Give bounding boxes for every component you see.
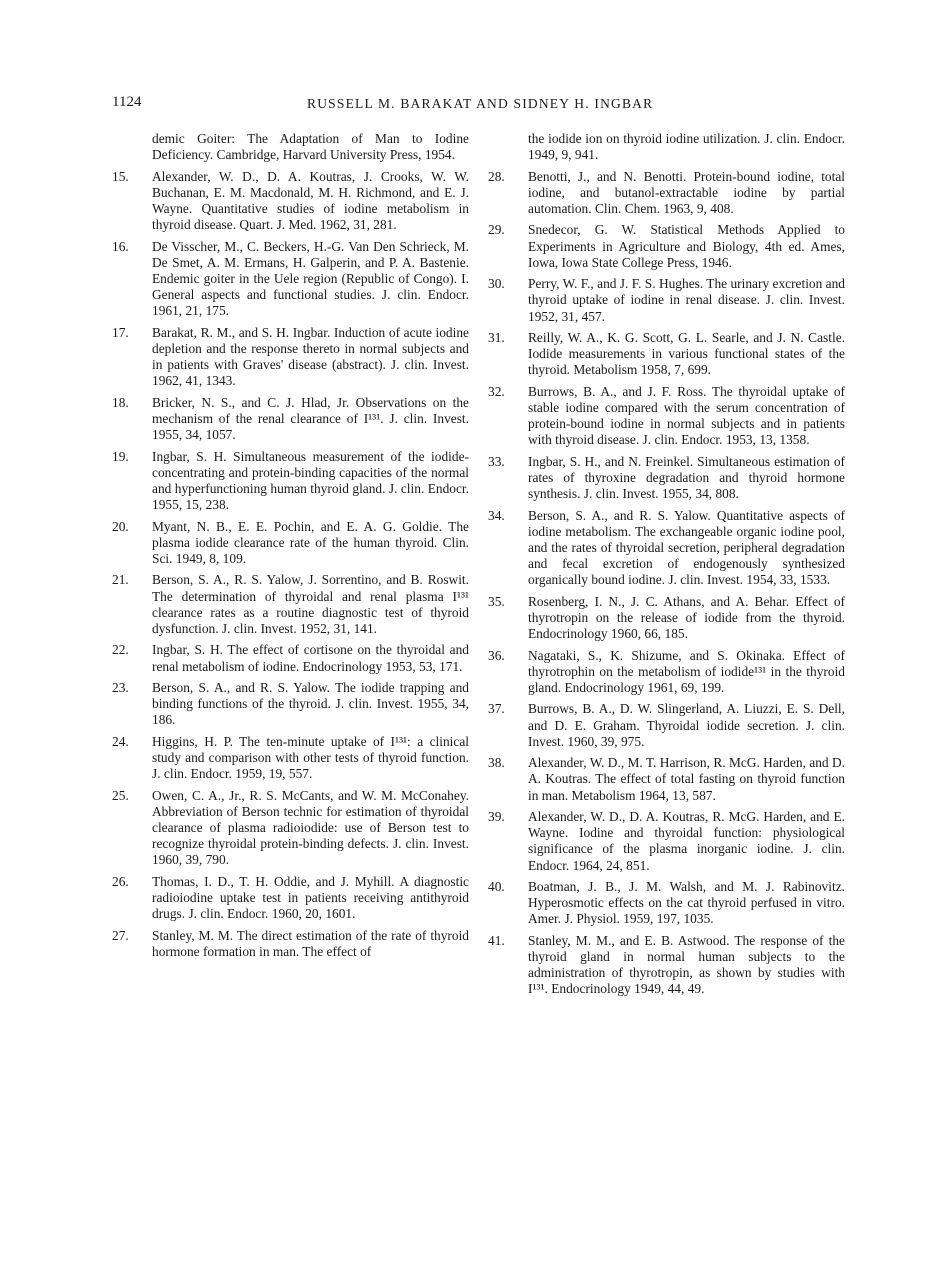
reference-text: Burrows, B. A., and J. F. Ross. The thyroidal uptake of stable iodine compared with the serum concentration of protein-bound iodine in normal subjects and in patients with thyroid disease. J. clin. Endocr. 1953, 13, 1358. (528, 383, 845, 448)
reference-text: Owen, C. A., Jr., R. S. McCants, and W. M. McConahey. Abbreviation of Berson technic for estimation of thyroidal clearance of plasma radioiodide: use of Berson test to recognize thyroidal protein-binding defects. J. clin. Invest. 1960, 39, 790. (152, 787, 469, 868)
reference-text: Berson, S. A., and R. S. Yalow. The iodide trapping and binding functions of the thyroid. J. clin. Invest. 1955, 34, 186. (152, 679, 469, 728)
reference-item (510, 131, 845, 163)
reference-item (488, 453, 845, 503)
reference-text: Ingbar, S. H. The effect of cortisone on the thyroidal and renal metabolism of iodine. Endocrinology 1953, 53, 171. (152, 642, 469, 674)
reference-item (112, 518, 469, 568)
reference-number: 19. (112, 448, 129, 464)
reference-text: Boatman, J. B., J. M. Walsh, and M. J. Rabinovitz. Hyperosmotic effects on the cat thyroid perfused in vitro. Amer. J. Physiol. 1959, 197, 1035. (528, 878, 845, 927)
reference-number: 24. (112, 733, 129, 749)
reference-text: Higgins, H. P. The ten-minute uptake of I¹³¹: a clinical study and comparison with other tests of thyroid function. J. clin. Endocr. 1959, 19, 557. (152, 733, 469, 782)
reference-text: De Visscher, M., C. Beckers, H.-G. Van Den Schrieck, M. De Smet, A. M. Ermans, H. Galperin, and P. A. Bastenie. Endemic goiter in the Uele region (Republic of Congo). I. General aspects and functional studies. J. clin. Endocr. 1961, 21, 175. (152, 238, 469, 319)
reference-text: Stanley, M. M., and E. B. Astwood. The response of the thyroid gland in normal human subjects to the administration of thyrotropin, as shown by studies with I¹³¹. Endocrinology 1949, 44, 49. (528, 932, 845, 997)
reference-number: 29. (488, 222, 505, 238)
reference-number: 33. (488, 453, 505, 469)
reference-text: Benotti, J., and N. Benotti. Protein-bound iodine, total iodine, and butanol-extractable iodine by partial automation. Clin. Chem. 1963, 9, 408. (528, 168, 845, 216)
reference-text: Berson, S. A., and R. S. Yalow. Quantitative aspects of iodine metabolism. The exchangeable organic iodine pool, and the rates of thyroidal secretion, peripheral degradation and fecal excretion of endogenously synthesized organically bound iodine. J. clin. Invest. 1954, 33, 1533. (528, 507, 845, 588)
reference-item (134, 131, 469, 163)
reference-number: 40. (488, 878, 505, 894)
right-reference-column (488, 131, 845, 1003)
reference-text: Snedecor, G. W. Statistical Methods Applied to Experiments in Agriculture and Biology, 4th ed. Ames, Iowa, Iowa State College Press, 1946. (528, 222, 845, 270)
reference-item (112, 733, 469, 783)
reference-number: 41. (488, 932, 505, 948)
page-number: 1124 (112, 94, 142, 110)
reference-text: Alexander, W. D., M. T. Harrison, R. McG. Harden, and D. A. Koutras. The effect of total fasting on thyroid function in man. Metabolism 1964, 13, 587. (528, 755, 845, 803)
reference-number: 37. (488, 701, 505, 717)
reference-item (112, 927, 469, 960)
reference-item (112, 642, 469, 674)
reference-number: 27. (112, 927, 129, 943)
reference-item (112, 873, 469, 923)
reference-number: 34. (488, 507, 505, 523)
reference-text: Alexander, W. D., D. A. Koutras, J. Crooks, W. W. Buchanan, E. M. Macdonald, M. H. Richmond, and E. J. Wayne. Quantitative studies of iodine metabolism in thyroid disease. Quart. J. Med. 1962, 31, 281. (152, 168, 469, 233)
reference-item (488, 593, 845, 643)
reference-text: Burrows, B. A., D. W. Slingerland, A. Liuzzi, E. S. Dell, and D. E. Graham. Thyroidal iodide secretion. J. clin. Invest. 1960, 39, 975. (528, 701, 845, 749)
reference-item (488, 808, 845, 874)
reference-text: Barakat, R. M., and S. H. Ingbar. Induction of acute iodine depletion and the response thereto in normal subjects and in patients with Graves' disease (abstract). J. clin. Invest. 1962, 41, 1343. (152, 324, 469, 389)
reference-text: Ingbar, S. H. Simultaneous measurement of the iodide-concentrating and protein-binding capacities of the normal and hyperfunctioning human thyroid gland. J. clin. Endocr. 1955, 15, 238. (152, 448, 469, 513)
reference-text: Thomas, I. D., T. H. Oddie, and J. Myhill. A diagnostic radioiodine uptake test in patients receiving antithyroid drugs. J. clin. Endocr. 1960, 20, 1601. (152, 873, 469, 922)
reference-number: 18. (112, 394, 129, 410)
reference-text: Alexander, W. D., D. A. Koutras, R. McG. Harden, and E. Wayne. Iodine and thyroidal function: physiological significance of the plasma inorganic iodine. J. clin. Endocr. 1964, 24, 851. (528, 808, 845, 873)
reference-number: 39. (488, 808, 505, 824)
reference-number: 22. (112, 642, 129, 658)
reference-number: 21. (112, 572, 129, 588)
reference-text: Nagataki, S., K. Shizume, and S. Okinaka. Effect of thyrotrophin on the metabolism of iodide¹³¹ in the thyroid gland. Endocrinology 1961, 69, 199. (528, 647, 845, 695)
reference-text: demic Goiter: The Adaptation of Man to Iodine Deficiency. Cambridge, Harvard University Press, 1954. (152, 131, 469, 163)
reference-number: 23. (112, 679, 129, 695)
reference-item (112, 168, 469, 234)
reference-item (488, 878, 845, 928)
reference-text: Ingbar, S. H., and N. Freinkel. Simultaneous estimation of rates of thyroxine degradation and thyroid hormone synthesis. J. clin. Invest. 1955, 34, 808. (528, 453, 845, 502)
reference-item (112, 238, 469, 320)
reference-text: Reilly, W. A., K. G. Scott, G. L. Searle, and J. N. Castle. Iodide measurements in various functional states of the thyroid. Metabolism 1958, 7, 699. (528, 329, 845, 378)
reference-item (112, 324, 469, 390)
reference-number: 36. (488, 647, 505, 663)
reference-item (488, 701, 845, 750)
reference-item (112, 394, 469, 444)
reference-number: 28. (488, 168, 505, 184)
reference-item (488, 168, 845, 218)
reference-item (488, 755, 845, 804)
reference-number: 35. (488, 593, 505, 609)
reference-item (488, 329, 845, 379)
reference-item (112, 572, 469, 637)
left-reference-column (112, 131, 469, 965)
reference-item (112, 787, 469, 869)
running-head: RUSSELL M. BARAKAT AND SIDNEY H. INGBAR (307, 96, 654, 111)
reference-item (488, 647, 845, 697)
reference-item (112, 679, 469, 729)
reference-number: 25. (112, 787, 129, 803)
reference-text: Rosenberg, I. N., J. C. Athans, and A. Behar. Effect of thyrotropin on the release of iodide from the thyroid. Endocrinology 1960, 66, 185. (528, 593, 845, 642)
reference-text: Perry, W. F., and J. F. S. Hughes. The urinary excretion and thyroid uptake of iodine in renal disease. J. clin. Invest. 1952, 31, 457. (528, 276, 845, 324)
reference-number: 38. (488, 755, 505, 771)
reference-item (488, 507, 845, 589)
reference-number: 17. (112, 324, 129, 340)
reference-number: 26. (112, 873, 129, 889)
reference-number: 32. (488, 383, 505, 399)
reference-text: Berson, S. A., R. S. Yalow, J. Sorrentino, and B. Roswit. The determination of thyroidal and renal plasma I¹³¹ clearance rates as a routine diagnostic test of thyroid dysfunction. J. clin. Invest. 1952, 31, 141. (152, 572, 469, 636)
reference-item (488, 276, 845, 325)
reference-number: 20. (112, 518, 129, 534)
reference-number: 31. (488, 329, 505, 345)
page-header (112, 94, 827, 116)
reference-number: 30. (488, 276, 505, 292)
reference-item (488, 383, 845, 449)
reference-number: 15. (112, 168, 129, 184)
reference-text: Bricker, N. S., and C. J. Hlad, Jr. Observations on the mechanism of the renal clearance of I¹³¹. J. clin. Invest. 1955, 34, 1057. (152, 394, 469, 443)
reference-item (112, 448, 469, 514)
reference-text: Myant, N. B., E. E. Pochin, and E. A. G. Goldie. The plasma iodide clearance rate of the human thyroid. Clin. Sci. 1949, 8, 109. (152, 518, 469, 566)
reference-text: Stanley, M. M. The direct estimation of the rate of thyroid hormone formation in man. The effect of (152, 927, 469, 959)
reference-item (488, 222, 845, 271)
reference-number: 16. (112, 238, 129, 254)
reference-text: the iodide ion on thyroid iodine utilization. J. clin. Endocr. 1949, 9, 941. (528, 131, 845, 163)
reference-item (488, 932, 845, 998)
